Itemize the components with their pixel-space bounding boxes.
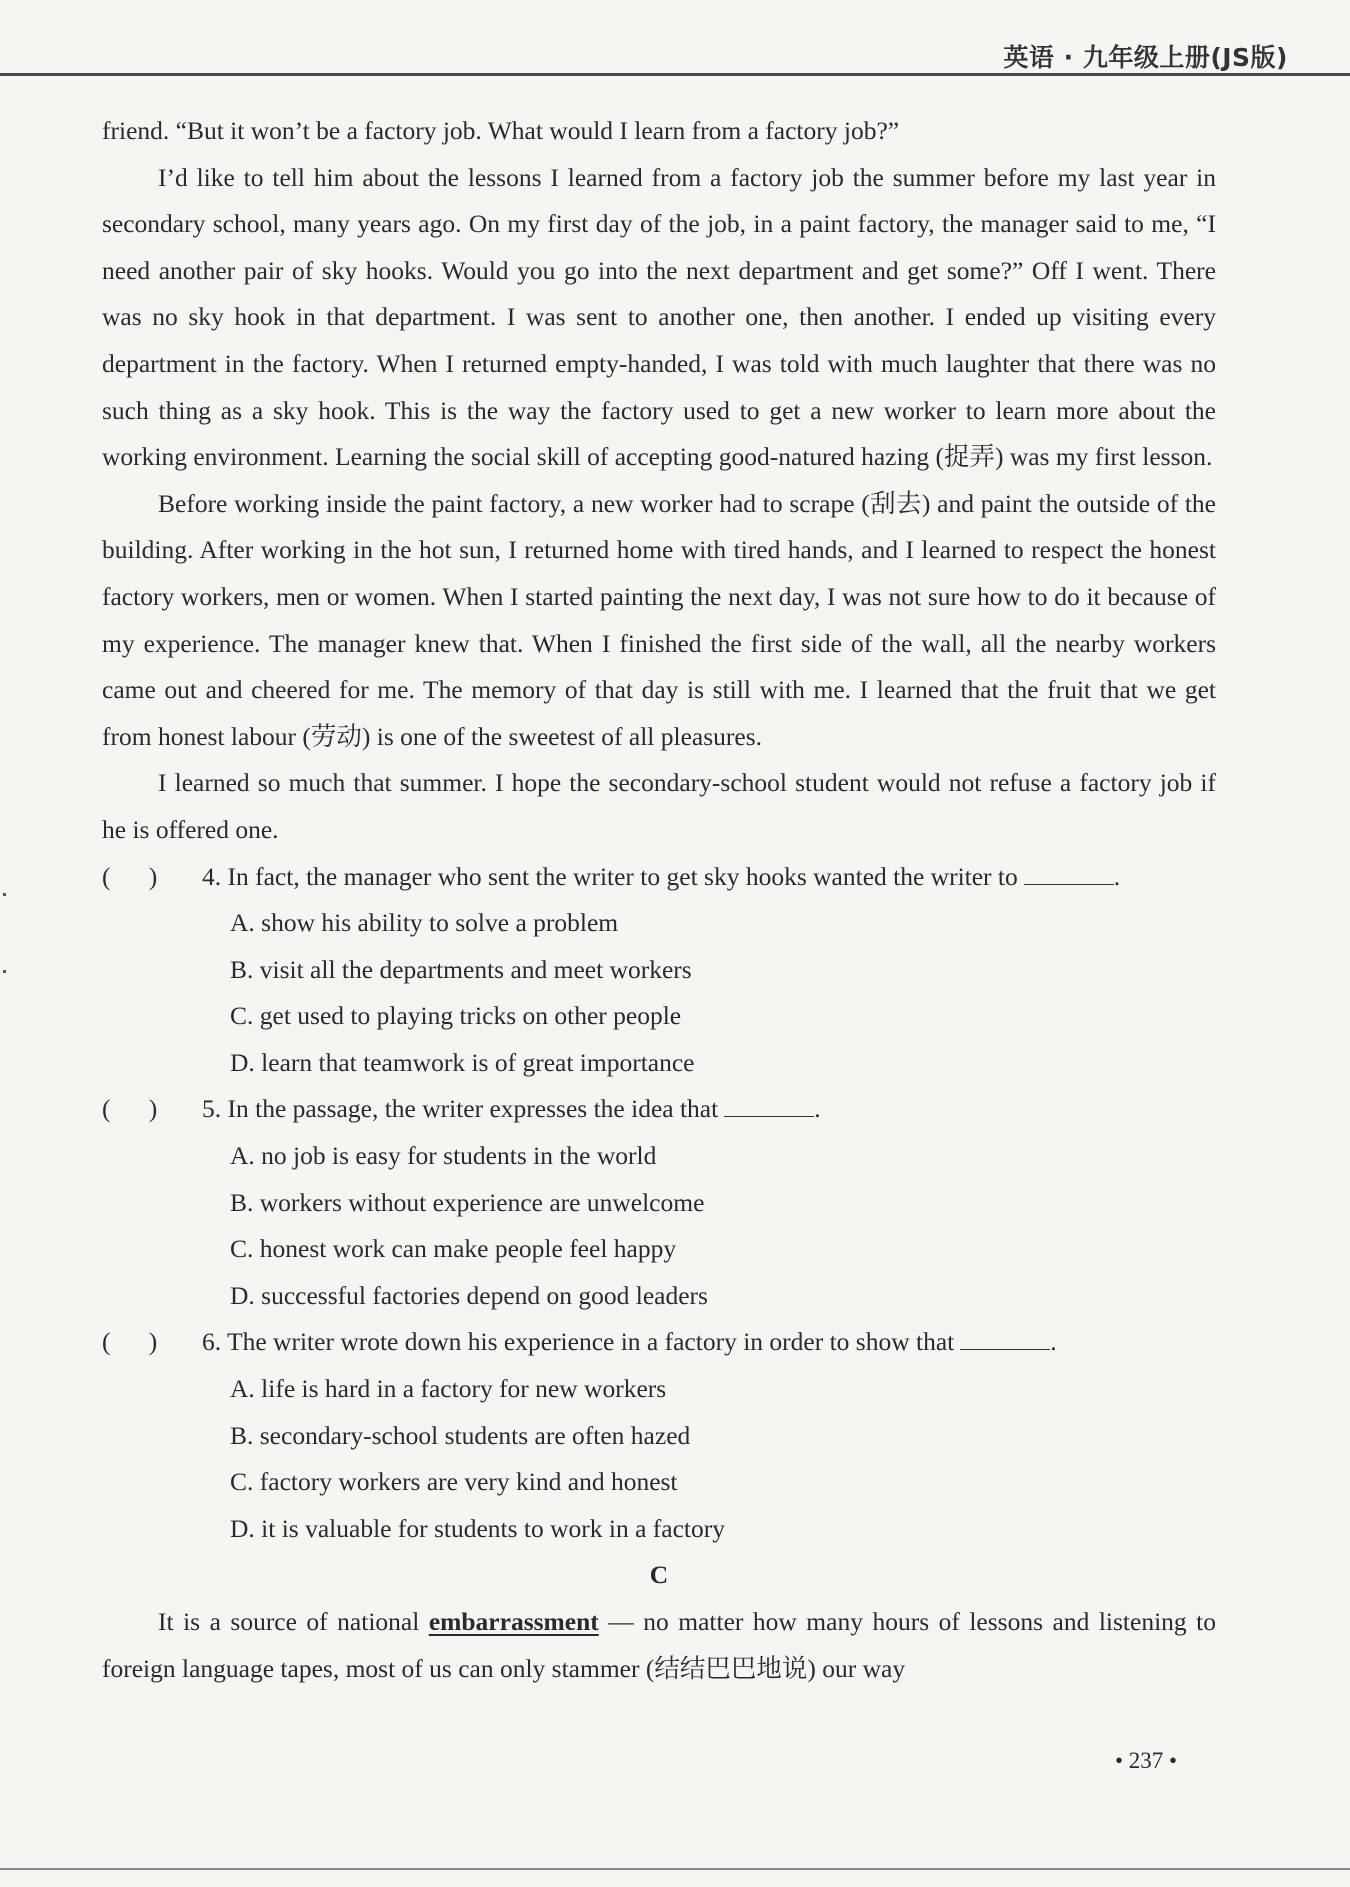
answer-blank[interactable] (724, 1094, 814, 1117)
page-body (102, 108, 1216, 1692)
question-stem: 6. The writer wrote down his experience in a factory in order to show that (202, 1327, 955, 1357)
answer-paren[interactable]: ( ) (102, 861, 158, 891)
answer-paren[interactable]: ( ) (102, 1327, 158, 1357)
answer-blank[interactable] (960, 1327, 1050, 1350)
section-c-paragraph (102, 1599, 1216, 1692)
margin-mark (3, 970, 6, 973)
question-6 (102, 1319, 1216, 1552)
page-header-title: 英语 · 九年级上册(JS版) (1003, 43, 1288, 72)
page-number: • 237 • (1115, 1748, 1178, 1773)
question-4 (102, 854, 1216, 1087)
question-stem: 5. In the passage, the writer expresses the idea that (202, 1094, 719, 1124)
option-d: D. learn that teamwork is of great importance (230, 1047, 695, 1077)
answer-blank[interactable] (1024, 862, 1114, 885)
question-end: . (1050, 1327, 1057, 1357)
question-end: . (1113, 861, 1121, 891)
margin-mark (3, 893, 6, 896)
option-c: C. honest work can make people feel happy (230, 1234, 677, 1264)
option-a: A. no job is easy for students in the world (230, 1141, 657, 1171)
passage-paragraph: Before working inside the paint factory, a new worker had to scrape (刮去) and paint the outside of the building. After working in the hot sun, I returned home with tired hands, and I learned to respect the honest factory workers, men or women. When I started painting the next day, I was not sure how to do it because of my experience. The manager knew that. When I finished the first side of the wall, all the nearby workers came out and cheered for me. The memory of that day is still with me. I learned that the fruit that we get from honest labour (劳动) is one of the sweetest of all pleasures. (102, 488, 1216, 751)
option-a: A. show his ability to solve a problem (230, 908, 619, 938)
passage-paragraph: friend. “But it won’t be a factory job. What would I learn from a factory job?” (102, 116, 900, 145)
option-d: D. it is valuable for students to work in a factory (230, 1513, 726, 1543)
option-b: B. secondary-school students are often hazed (230, 1420, 691, 1450)
option-c: C. get used to playing tricks on other people (230, 1001, 682, 1031)
option-a: A. life is hard in a factory for new workers (230, 1374, 667, 1404)
question-5 (102, 1086, 1216, 1319)
passage-paragraph: I’d like to tell him about the lessons I learned from a factory job the summer before my last year in secondary school, many years ago. On my first day of the job, in a paint factory, the manager said to me, “I need another pair of sky hooks. Would you go into the next department and get some?” Off I went. There was no sky hook in that department. I was sent to another one, then another. I ended up visiting every department in the factory. When I returned empty-handed, I was told with much laughter that there was no such thing as a sky hook. This is the way the factory used to get a new worker to learn more about the working environment. Learning the social skill of accepting good-natured hazing (捉弄) was my first lesson. (102, 162, 1216, 472)
option-d: D. successful factories depend on good leaders (230, 1280, 708, 1310)
question-end: . (814, 1094, 821, 1124)
section-c-text: — no matter how many hours of lessons and listening to foreign language tapes, most of us can only stammer (结结巴巴地说) our way (102, 1607, 1216, 1683)
keyword-embarrassment: embarrassment (428, 1607, 599, 1636)
option-b: B. workers without experience are unwelcome (230, 1187, 705, 1217)
option-b: B. visit all the departments and meet workers (230, 954, 692, 984)
answer-paren[interactable]: ( ) (102, 1094, 158, 1124)
footer-rule (0, 1868, 1350, 1870)
question-stem: 4. In fact, the manager who sent the writer to get sky hooks wanted the writer to (202, 861, 1018, 891)
section-c-heading: C (649, 1560, 669, 1590)
section-c-text: It is a source of national (158, 1607, 429, 1636)
option-c: C. factory workers are very kind and honest (230, 1467, 678, 1497)
passage-paragraph: I learned so much that summer. I hope the secondary-school student would not refuse a factory job if he is offered one. (102, 768, 1216, 844)
header-rule (0, 73, 1350, 76)
